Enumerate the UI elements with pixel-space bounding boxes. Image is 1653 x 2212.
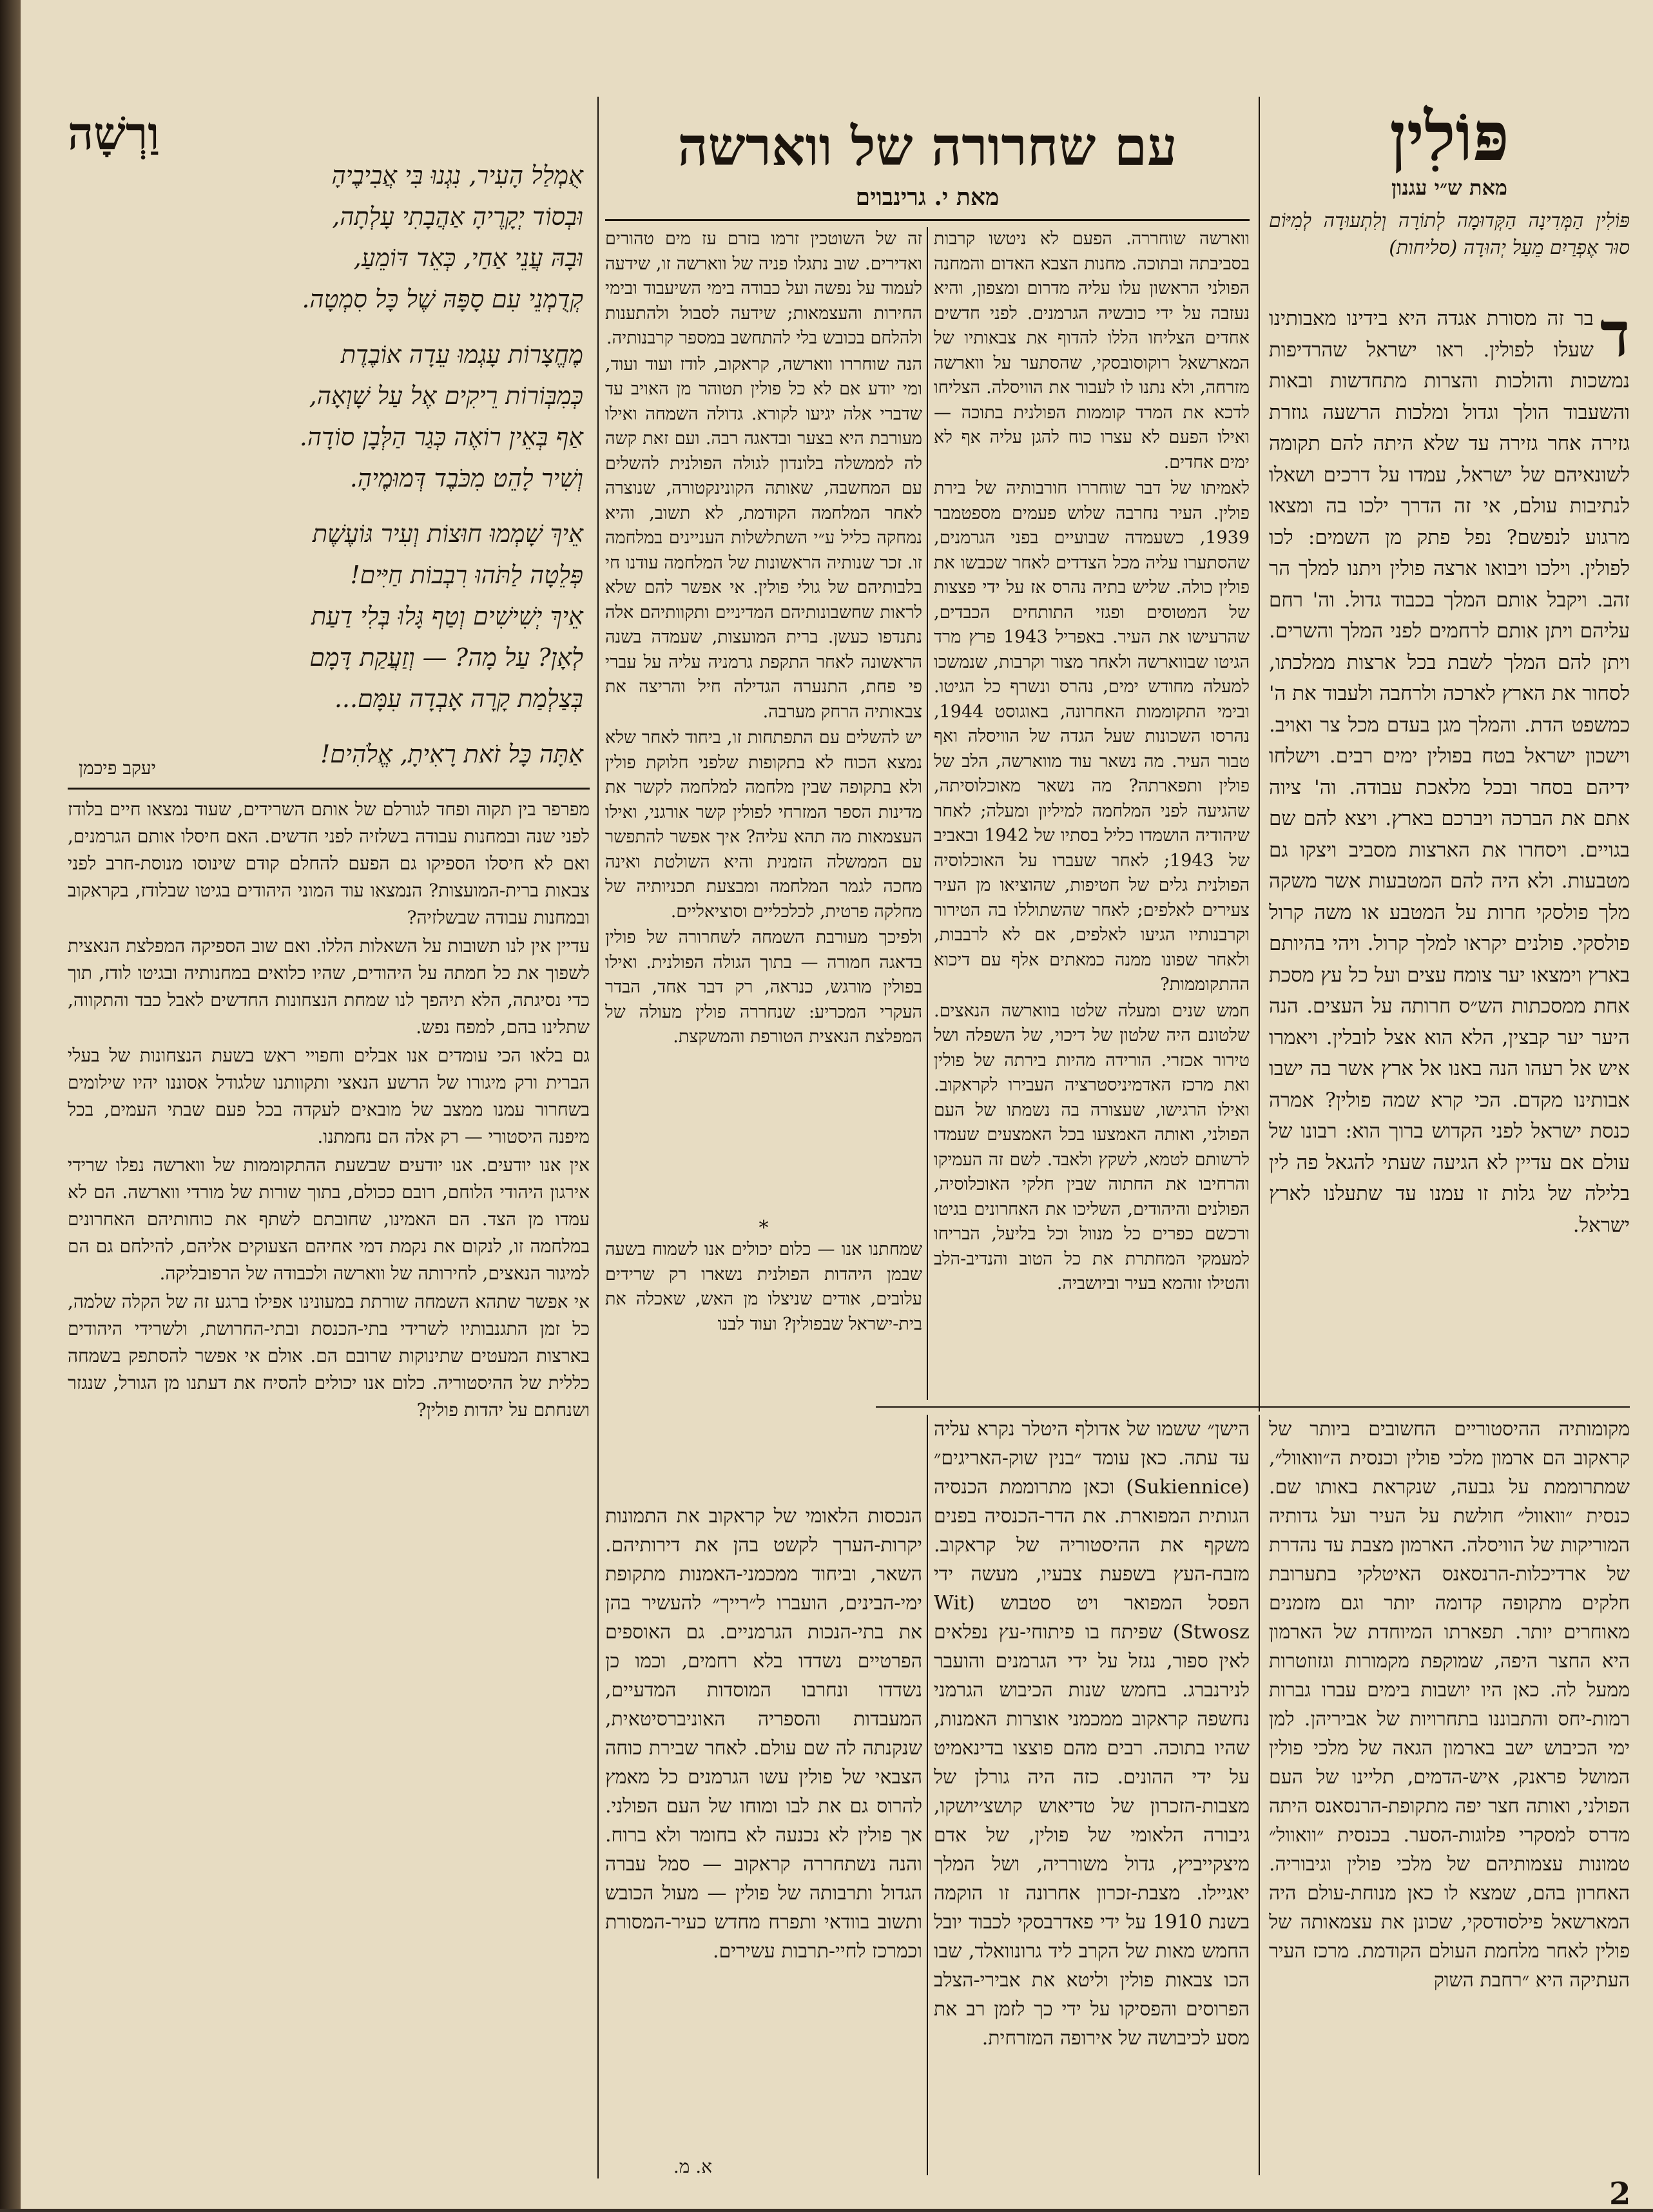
poem-line: פְּלֵטָה לַתֹּהוּ רִבְבוֹת חַיִּים! — [350, 561, 583, 589]
column-rule — [1259, 1415, 1260, 2175]
drop-cap: ד — [1600, 303, 1630, 371]
column-rule — [927, 1415, 928, 2175]
poem-line: אֻמְלַל הָעִיר, נִגְנוּ בִּי אֲבִיבֶיהָ — [331, 161, 583, 189]
paragraph: לאמיתו של דבר שוחררו חורבותיה של בירת פולין. העיר נחרבה שלוש פעמים מספטמבר 1939, כשעמדה שבועיים בפני הגרמנים, שהסתערו עליה מכל הצדדים לאחר שכבשו את פולין כולה. שליש בתיה נהרס אז על ידי פצצות של המטוסים ופגזי התותחים הכבדים, שהרעישו את העיר. באפריל 1943 פרץ מרד הגיטו שבווארשה ולאחר מצור וקרבות, שנמשכו למעלה מחודש ימים, נהרס ונשרף כל הגיטו. ובימי התקוממות האחרונה, באוגוסט 1944, נהרסו השכונות שעל הגדה של הוויסלה ואף טבור העיר. מה נשאר עוד מווארשה, הלב של פולין ותפארתה? מה נשאר מאוכלוסיתה, שהגיעה לפני המלחמה למיליון ומעלה; לאחר שיהודיה הושמדו כליל בסתיו של 1942 ובאביב של 1943; לאחר שעברו על האוכלוסיה הפולנית גלים של חטיפות, שהוציאו מן העיר צעירים לאלפים; לאחר שהשתוללו בה הטירור וקרבנותיו הגיעו לאלפים, אם לא לרבבות, ולאחר שפונו ממנה כמאתים אלף עם דיכוא ההתקוממות? — [934, 478, 1250, 994]
krakow-col-right: מקומותיה ההיסטוריים החשובים ביותר של קראקוב הם ארמון מלכי פולין וכנסית ה״וואוול״, שמתרוממת על גבעה, שנקראת באותו שם. כנסית ״וואוול״ חולשת על העיר ועל גדותיה המוריקות של הוויסלה. הארמון מצבת עד נהדרת של ארדיכלות-הרנסאנס האיטלקי בתערובת חלקים מתקופה קדומה יותר וגם מזמנים מאוחרים יותר. תפארתו המיוחדת של הארמון היא החצר היפה, שמוקפת מקמורות וגזוזטרות ממעל לה. כאן היו יושבות בימים עברו גברות רמות-יחס והתבוננו בתחרויות של אביריהן. למן ימי הכיבוש ישב בארמון הגאה של מלכי פולין המושל פראנק, איש-הדמים, תליינו של העם הפולני, ואותה חצר יפה מתקופת-הרנסאנס היתה מדרס למסקרי פלוגות-הסער. בכנסית ״וואוול״ טמונות עצמותיהם של מלכי פולין וגיבוריה. האחרון בהם, שמצא לו כאן מנוחת-עולם היה המארשאל פילסודסקי, שכונן את עצמאותה של פולין לאחר מלחמת העולם הקודמת. מרכז העיר העתיקה היא ״רחבת השוק — [1269, 1418, 1630, 1992]
page-number: 2 — [1609, 2176, 1631, 2212]
paragraph: חמש שנים ומעלה שלטו בווארשה הנאצים. שלטונם היה שלטון של דיכוי, של השפלה ושל טירור אכזרי. הורידה מהיות בירתה של פולין ואת מרכז האדמיניסטרציה העבירו לקראקוב. ואילו הרגישו, שעצורה בה נשמתו של העם הפולני, ואותה האמצעו בכל האמצעים שעמדו לרשותם לטמא, לשקץ ולאבד. לשם זה העמיקו והרחיבו את החתוה שבין חלקי האוכלוסיה, הפולנים והיהודים, השליכו את האחרונים בגיטו ורכשם כפרים כל מנוול וכל בליעל, הבריחו למעמקי המחתרת את כל הטוב והנדיב-הלב והטילו זוהמא בעיר וביושביה. — [934, 1000, 1250, 1294]
poem-line: וּבָהּ עֲנֵי אַחַי, כְּאֵד דּוֹמֵעַ, — [353, 244, 583, 272]
agnon-body — [1269, 303, 1630, 1424]
paragraph: אין אנו יודעים. אנו יודעים שבשעת ההתקוממות של ווארשה נפלו שרידי אירגון היהודי הלוחם, רובם ככולם, בתוך שורות של מורדי ווארשה. הם לא עמדו מן הצד. הם האמינו, שחובתם לשתף את כוחותיהם האחרונים במלחמה זו, לנקום את נקמת דמי אחיהם הצעוקים אליהם, להילחם גם הם למיגור הנאצים, לחירותה של ווארשה ולכבודה של הרפובליקה. — [68, 1154, 590, 1284]
article-col-a — [934, 227, 1250, 1374]
krakow-col-middle: הישן״ ששמו של אדולף היטלר נקרא עליה עד עתה. כאן עומד ״בנין שוק-האריגים״ (Sukiennice) וכאן מתרוממת הכנסיה הגותית המפוארת. את הדר-הכנסיה בפנים משקף את ההיסטוריה של קראקוב. מזבח-העץ בשפעת צבעיו, מעשה ידי הפסל המפואר ויט סטבוש (Wit Stwosz) שפיתח בו פיתוחי-עץ נפלאים לאין ספור, נגזל על ידי הגרמנים והועבר לנירנברג. בחמש שנות הכיבוש הגרמני נחשפה קראקוב ממכמני אוצרות האמנות, שהיו בתוכה. רבים מהם פוצצו בדינאמיט על ידי ההונים. כזה היה גורלן של מצבות-הזכרון של טדיאוש קושצ׳יושקו, גיבורה הלאומי של פולין, של אדם מיצקייביץ, גדול משורריה, ושל המלך יאגיילו. מצבת-זכרון אחרונה זו הוקמה בשנת 1910 על ידי פאדרבסקי לכבוד יובל החמש מאות של הקרב ליד גרונוואלד, שבו הכו צבאות פולין וליטא את אבירי-הצלב הפרוסים והפסיקו על ידי כך לזמן רב את מסע לכיבושה של אירופה המזרחית. — [934, 1418, 1250, 2050]
poem-line: אַתָּה כָּל זֹאת רָאִיתָ, אֱלֹהִים! — [320, 740, 583, 768]
poem-line: כְּמִבְּוֹרוֹת רֵיקִים אֶל עַל שָׁוְאָה, — [309, 382, 583, 410]
poem-line: לְאָן? עַל מָה? — וְזַעֲקַת דָּמָם — [309, 643, 583, 672]
paragraph: שמחתנו אנו — כלום יכולים אנו לשמוח בשעה שבמן היהדות הפולנית נשארו רק שרידים עלובים, אודים שניצלו מן האש, שאכלה את בית-ישראל שבפולין? ועוד לבנו — [605, 1239, 922, 1334]
poem — [61, 155, 583, 775]
title-rule — [605, 219, 1250, 221]
poem-line: קְדֻמְנֵי עִם סָפָּהּ שֶׁל כָּל סִמְטָה. — [302, 285, 583, 313]
binding-edge — [0, 0, 21, 2209]
poem-line: בְּצַלְמַת קָרָה אָבְדָה עִמָּם... — [334, 684, 583, 713]
column-rule — [927, 227, 928, 1400]
section-star: * — [759, 1217, 769, 1239]
krakow-col-left: הנכסות הלאומי של קראקוב את התמונות יקרות-הערך לקשט בהן את דירותיהם. השאר, וביחוד ממכמני-האמנות מתקופת ימי-הבינים, הועברו ל״רייך״ להעשיר בהן את בתי-הנכות הגרמניים. גם האוספים הפרטיים נשדדו בלא רחמים, וכמו כן נשדדו ונחרבו המוסדות המדעיים, המעבדות והספריה האוניברסיטאית, שנקנתה לה שם עולם. לאחר שבירת כוחה הצבאי של פולין עשו הגרמנים כל מאמץ להרוס גם את לבו ומוחו של העם הפולני. אך פולין לא נכנעה לא בחומר ולא ברוח. והנה נשתחררה קראקוב — סמל עברה הגדול ותרבותה של פולין — מעול הכובש ותשוב בוודאי ותפרח מחדש כעיר-המסורת וכמרכז לחיי-תרבות עשירים. — [605, 1505, 922, 1963]
agnon-byline: מאת ש״י עגנון — [1391, 175, 1507, 200]
lower-rule — [876, 1406, 1630, 1408]
article-initials: א. מ. — [673, 2156, 712, 2177]
left-article — [68, 796, 590, 2175]
paragraph: זה של השוטכין זרמו בזרם עז מים טהורים ואדירים. שוב נתגלו פניה של ווארשה זו, שידעה לעמוד על נפשה ועל כבודה בימי השיעבוד ובימי החירות והעצמאות; שידעה לסבול ולהתענות ולהלחם בכובש בלי להתחשב במספר קרבנותיה. — [605, 229, 922, 348]
poet-name: יעקב פיכמן — [79, 757, 156, 779]
column-rule — [1259, 97, 1260, 1412]
paragraph: אי אפשר שתהא השמחה שורתת במעונינו אפילו ברגע זה של הקלה שלמה, כל זמן התגנבותיו לשרידי בתי-הכנסת ובתי-החרושת, ולשרידי היהודים בארצות המעטים שתינוקות שרובם הם. אולם אי אפשר להסתפק בשמחה כללית של ההיסטוריה. כלום אנו יכולים להסיח את דעתנו מן הגורל, שנגזר ושנחתם על יהדות פולין? — [68, 1291, 590, 1421]
poem-line: מֶחֱצָרוֹת עָגְמוּ עֵדָה אוֹבֶדֶת — [340, 340, 583, 369]
paragraph: ווארשה שוחררה. הפעם לא ניטשו קרבות בסביבתה ובתוכה. מחנות הצבא האדום והמחנה הפולני הראשון עלו עליה מדרום ומצפון, והיא נעזבה על ידי כובשיה הגרמנים. לפני חדשים אחדים הצליחו הללו להדוף את צבאותיו של המארשאל רוקוסובסקי, שהסתער על ווארשה מזרחה, ולא נתנו לו לעבור את הוויסלה. הצליחו לדכא את המרד קוממות הפולנית בתוכה — ואילו הפעם לא עצרו כוח להגן עליה אף לא ימים אחדים. — [934, 229, 1250, 472]
poem-title: וַרְשָׁה — [68, 106, 160, 160]
poem-line: אַף בְּאֵין רוֹאֶה כְּגַר הַלְּבָן סוֹדָה. — [299, 423, 583, 451]
column-rule — [597, 97, 599, 2178]
article-byline: מאת י. גרינבוים — [855, 184, 1000, 211]
agnon-epigraph: פּוֹלִין הַמְּדִינָה הַקְּדוּמָה לְתוֹרָה וְלִתְעוּדָה לְמִיּוֹם סוּר אֶפְרַיִם מֵעַל יְהוּדָה (סליחות) — [1269, 209, 1630, 259]
article-title: עם שחרורה של ווארשה — [677, 116, 1177, 178]
paragraph: עדיין אין לנו תשובות על השאלות הללו. ואם שוב הספיקה המפלצת הנאצית לשפוך את כל חמתה על היהודים, שהיו כלואים במחנותיה ובגיטו לודז, תוך כדי נסיגתה, הלא תיהפך לנו שמחת הנצחונות החדשים לאבל כבד והתקווה, שתלינו בהם, למפח נפש. — [68, 935, 590, 1038]
newspaper-page — [21, 0, 1653, 2212]
paragraph: ולפיכך מעורבת השמחה לשחרורה של פולין בדאגה חמורה — בתוך הגולה הפולנית. ואילו בפולין מורגש, כנראה, רק דבר אחד, הבדר העקרי המכריע: שנחררה פולין מעולה של המפלצת הנאצית הטורפת והמשקצת. — [605, 927, 922, 1047]
agnon-text: בר זה מסורת אגדה היא בידינו מאבותינו שעלו לפולין. ראו ישראל שהרדיפות נמשכות והולכות והצרות מתחדשות ובאות והשעבוד הולך וגדול ומלכות הרשעה גוזרת גזירה אחר גזירה עד שלא היתה להם תקומה לשונאיהם של ישראל, עמדו על דרכים ושאלו לנתיבות עולם, אי זה הדרך ילכו בה ומצאו מרגוע לנפשם? נפל פתק מן השמים: לכו לפולין. וילכו ויבואו ארצה פולין ויתנו למלך הר זהב. ויקבל אותם המלך בכבוד גדול. וה' רחם עליהם ויתן אותם לרחמים לפני המלך והשרים. ויתן להם המלך לשבת בכל ארצות ממלכתו, לסחור את הארץ לארכה ולרחבה ולעבוד את ה' כמשפט הדת. והמלך מגן בעדם מכל צר ואויב. וישכון ישראל בטח בפולין ימים רבים. וישלחו ידיהם בסחר ובכל מלאכת עבודה. וה' ציוה אתם את הברכה ויברכם בארץ. ויצא להם שם בגויים. ויסחרו את הארצות מסביב ויצקו גם מטבעות. ולא היה להם המטבעות אשר משקה מלך פולסקי חרות על המטבע או משה קרול פולסקי. פולנים יקראו למלך קרול. ויהי בהיותם בארץ וימצאו יער צומח עצים ועל כל עץ מסכת אחת ממסכתות הש״ס חרותה על העצים. הנה היער יער קבצין, הלא הוא אצל לובלין. ויאמרו איש אל רעהו הנה באנו אל ארץ אשר בה ישבו אבותינו מקדם. הכי קרא שמה פולין? אמרה כנסת ישראל לפני הקדוש ברוך הוא: רבונו של עולם אם עדיין לא הגיעה שעתי להגאל פה לין בלילה של גלות זו עמנו עד שתעלנו לארץ ישראל. — [1269, 307, 1630, 1237]
poem-line: וּבְסוֹד יְקָרֶיהָ אַהֲבָתִי עָלְתָה, — [332, 202, 583, 231]
poem-rule — [68, 788, 590, 790]
article-col-c — [605, 1237, 922, 1386]
paragraph: הנה שוחררו ווארשה, קראקוב, לודז ועוד ועוד, ומי יודע אם לא כל פולין תטוהר מן האויב עד שדברי אלה יגיעו לקורא. גדולה השמחה ואילו מעורבת היא בצער ובדאגה רבה. ועם זאת קשה לה לממשלה בלונדון לגולה הפולנית להשלים עם המחשבה, שאותה הקונינקטורה, שנוצרה לאחר המלחמה הקודמת, לא תשוב, והיא נמחקה כליל ע״י השתלשלות העניינים במלחמה זו. זכר שנותיה הראשונות של המלחמה עודנו חי בלבותיהם של גולי פולין. אי אפשר להם שלא לראות שחשבונותיהם המדיניים ותקוותיהם אלה נתנדפו כעשן. ברית המועצות, שעמדה בשנה הראשונה לאחר התקפת גרמניה עליה על עברי פי פחת, התנערה הגדילה חיל והריצה את צבאותיה הרחק מערבה. — [605, 354, 922, 722]
agnon-title: פּוֹלִין — [1389, 97, 1509, 176]
paragraph: יש להשלים עם התפתחות זו, ביחוד לאחר שלא נמצא הכוח לא בתקופות שלפני חלוקת פולין ולא בתקופה שבין מלחמה למלחמה לקשר את מדינות הספר המזרחי לפולין קשר אורגני, ואילו העצמאות מה תהא עליה? איך אפשר להתפשר עם הממשלה הזמנית והיא השולטת ואינה מחכה לגמר המלחמה ומבצעת תכניותיה של מחלקה פרטית, לכלכליים וסוציאליים. — [605, 728, 922, 922]
paragraph: גם בלאו הכי עומדים אנו אבלים וחפויי ראש בשעת הנצחונות של בעלי הברית ורק מיגורו של הרשע הנאצי ותקוותנו שלגודל אסוננו יהיו שילומים בשחרור עמנו ממצב של מובאים לעקדה בכל פעם שבתי העמים, בכל מיפנה היסטורי — רק אלה הם נחמתנו. — [68, 1045, 590, 1147]
poem-line: אֵיךְ יְשִׁישִׁים וְטַף גָּלוּ בְּלִי דַעַת — [311, 602, 583, 630]
poem-line: וְשִׁיר לָהֵט מִכֹּבֶד דְּמוּמֶיהָ. — [349, 464, 583, 492]
article-col-b — [605, 227, 922, 1207]
poem-line: אֵיךְ שָׁמְמוּ חוּצוֹת וְעִיר גּוֹעֶשֶׁת — [312, 519, 583, 548]
paragraph: מפרפר בין תקוה ופחד לגורלם של אותם השרידים, שעוד נמצאו חיים בלודז לפני שנה ובמחנות עבודה בשלזיה לפני חדשים. האם חיסלו אותם הגרמנים, ואם לא חיסלו הספיקו גם הפעם להחלם קודם שינוסו מנוסת-חרב לפני צבאות ברית-המועצות? הנמצאו עוד המוני היהודים בגיטו שבלודז, בקראקוב ובמחנות עבודה שבשלזיה? — [68, 799, 590, 928]
